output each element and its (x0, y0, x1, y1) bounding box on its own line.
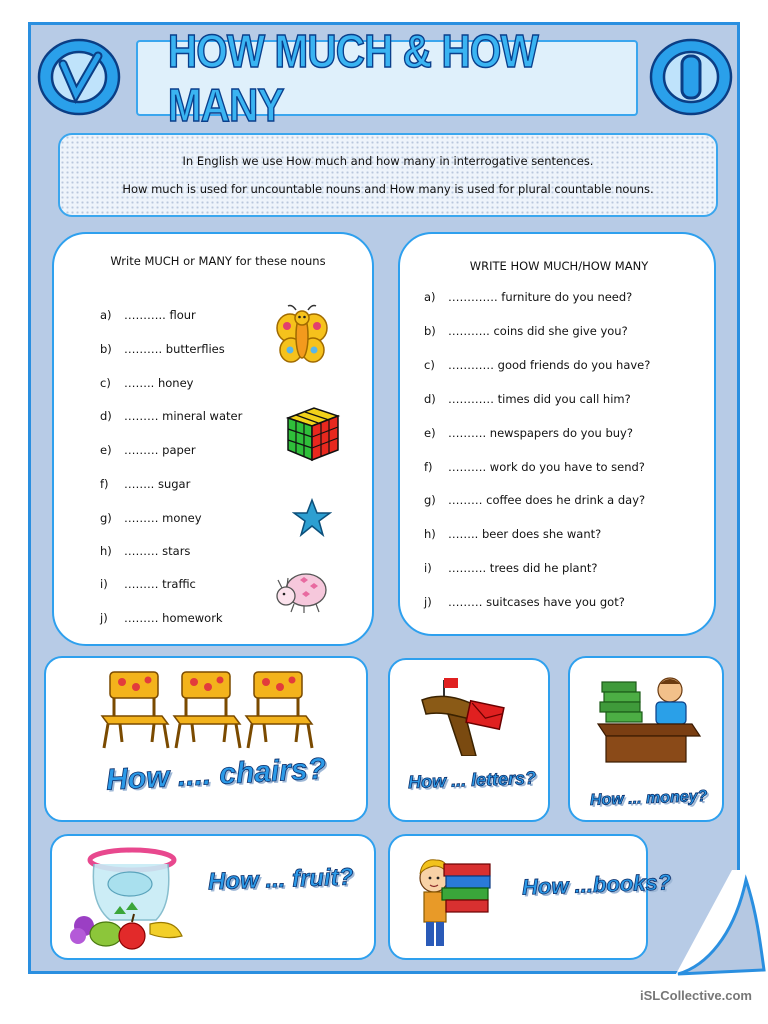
exercise-much-many-panel (52, 232, 374, 646)
logo-right-icon (648, 34, 734, 120)
fruit-bowl-icon (70, 844, 188, 952)
star-icon (292, 498, 332, 538)
exercise-2-item: d) ………… times did you call him? (424, 392, 631, 406)
fruit-card (50, 834, 376, 960)
chairs-icon (98, 670, 314, 750)
exercise-1-item: i) ……… traffic (100, 577, 196, 591)
chairs-prompt: How .... chairs? (105, 752, 327, 797)
exercise-1-item: a) ……….. flour (100, 308, 196, 322)
mailbox-icon (418, 674, 518, 756)
exercise-1-item: f) …….. sugar (100, 477, 191, 491)
intro-line-1: In English we use How much and how many in interrogative sentences. (182, 154, 594, 168)
exercise-1-item: d) ……… mineral water (100, 409, 243, 423)
exercise-2-item: i) ………. trees did he plant? (424, 561, 598, 575)
money-card (568, 656, 724, 822)
butterfly-icon (276, 304, 328, 366)
money-prompt: How ... money? (589, 787, 708, 810)
money-desk-icon (596, 668, 702, 764)
fruit-prompt: How ... fruit? (207, 863, 354, 896)
girl-with-books-icon (406, 848, 494, 952)
exercise-2-item: e) ………. newspapers do you buy? (424, 426, 633, 440)
letters-prompt: How ... letters? (407, 767, 537, 793)
ladybug-icon (274, 568, 330, 614)
exercise-2-item: c) ………… good friends do you have? (424, 358, 651, 372)
page-curl-graphic (676, 870, 768, 982)
exercise-how-much-many-panel (398, 232, 716, 636)
exercise-1-item: g) ……… money (100, 511, 202, 525)
exercise-1-item: h) ……… stars (100, 544, 191, 558)
letters-card (388, 658, 550, 822)
exercise-1-item: b) ………. butterflies (100, 342, 225, 356)
exercise-1-item: c) …….. honey (100, 376, 194, 390)
page-title: HOW MUCH & HOW MANY (167, 25, 538, 131)
exercise-1-item: e) ……… paper (100, 443, 196, 457)
books-card (388, 834, 672, 960)
logo-left-icon (36, 34, 122, 120)
title-banner (136, 25, 638, 131)
exercise-2-item: f) ………. work do you have to send? (424, 460, 645, 474)
exercise-1-heading: Write MUCH or MANY for these nouns (110, 254, 326, 268)
exercise-1-item: j) ……… homework (100, 611, 223, 625)
exercise-2-item: b) ……….. coins did she give you? (424, 324, 628, 338)
exercise-2-item: j) ……… suitcases have you got? (424, 595, 625, 609)
footer-watermark: iSLCollective.com (640, 988, 752, 1003)
exercise-2-item: h) …….. beer does she want? (424, 527, 602, 541)
rubiks-cube-icon (284, 404, 342, 464)
chairs-card (44, 656, 368, 822)
intro-box (58, 133, 718, 217)
intro-line-2: How much is used for uncountable nouns and How many is used for plural countable nouns. (122, 182, 654, 196)
books-prompt: How ...books? (521, 869, 672, 900)
exercise-2-heading: WRITE HOW MUCH/HOW MANY (469, 259, 649, 273)
exercise-2-item: g) ……… coffee does he drink a day? (424, 493, 646, 507)
exercise-2-item: a) …………. furniture do you need? (424, 290, 633, 304)
